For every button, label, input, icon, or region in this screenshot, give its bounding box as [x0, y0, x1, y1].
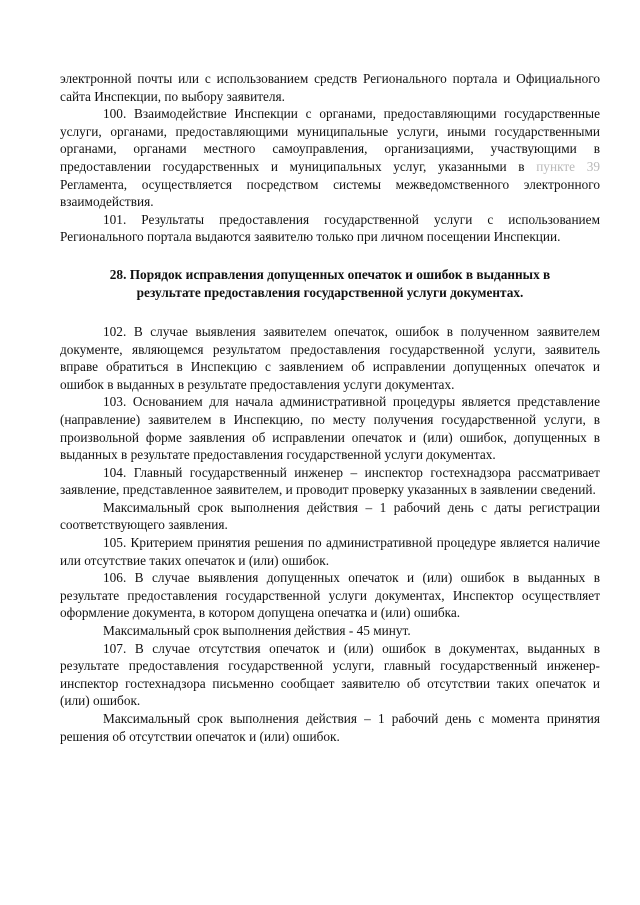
paragraph-100-text-end: Регламента, осуществляется посредством системы межведомственного электронного взаимодействия.	[60, 176, 600, 210]
paragraph-101: 101. Результаты предоставления государственной услуги с использованием Регионального портала выдаются заявителю только при личном посещении Инспекции.	[60, 211, 600, 245]
paragraph-103: 103. Основанием для начала административной процедуры является представление (направление) заявителем в Инспекцию, по месту получения государственной услуги, в произвольной форме заявления об исправлении опечаток и (или) ошибок, допущенных в выданных в результате предоставления государственной услуги документах.	[60, 394, 600, 463]
section-heading-line1: 28. Порядок исправления допущенных опечаток и ошибок в выданных в	[109, 266, 551, 282]
paragraph-104: 104. Главный государственный инженер – инспектор гостехнадзора рассматривает заявление, представленное заявителем, и проводит проверку указанных в заявлении сведений.	[60, 464, 600, 498]
paragraph-102: 102. В случае выявления заявителем опечаток, ошибок в полученном заявителем документе, являющемся результатом предоставления государственной услуги, заявитель вправе обратиться в Инспекцию с заявлением об исправлении допущенных опечаток и ошибок в выданных в результате предоставления услуги документах.	[60, 323, 600, 392]
paragraph-99-continuation: электронной почты или с использованием средств Регионального портала и Официального сайта Инспекции, по выбору заявителя.	[60, 71, 600, 104]
section-heading	[60, 266, 600, 302]
paragraph-100	[60, 105, 600, 211]
paragraph-105: 105. Критерием принятия решения по административной процедуре является наличие или отсутствие таких опечаток и (или) ошибок.	[60, 535, 600, 568]
document-page	[60, 70, 600, 745]
paragraph-39-reference-link[interactable]: пункте 39	[536, 158, 600, 174]
paragraph-106: 106. В случае выявления допущенных опечаток и (или) ошибок в выданных в результате предоставления государственной услуги документах, Инспектор осуществляет оформление документа, в котором допущена опечатка и (или) ошибка.	[60, 570, 600, 621]
paragraph-104-deadline: Максимальный срок выполнения действия – 1 рабочий день с даты регистрации соответствующего заявления.	[60, 499, 600, 533]
paragraph-107: 107. В случае отсутствия опечаток и (или) ошибок в документах, выданных в результате предоставления государственной услуги, главный государственный инженер-инспектор гостехнадзора письменно сообщает заявителю об отсутствии таких опечаток и (или) ошибок.	[60, 640, 600, 709]
paragraph-100-text-start: 100. Взаимодействие Инспекции с органами, предоставляющими государственные услуги, органами, предоставляющими муниципальные услуги, иными государственными органами, органами местного самоуправления, организациями, участвующими в предоставлении государственных и муниципальных услуг, указанными в	[60, 106, 600, 174]
section-heading-line2: результате предоставления государственной услуги документах.	[136, 284, 524, 300]
paragraph-107-deadline: Максимальный срок выполнения действия – 1 рабочий день с момента принятия решения об отсутствии опечаток и (или) ошибок.	[60, 711, 600, 744]
paragraph-106-deadline: Максимальный срок выполнения действия - 45 минут.	[103, 623, 411, 639]
